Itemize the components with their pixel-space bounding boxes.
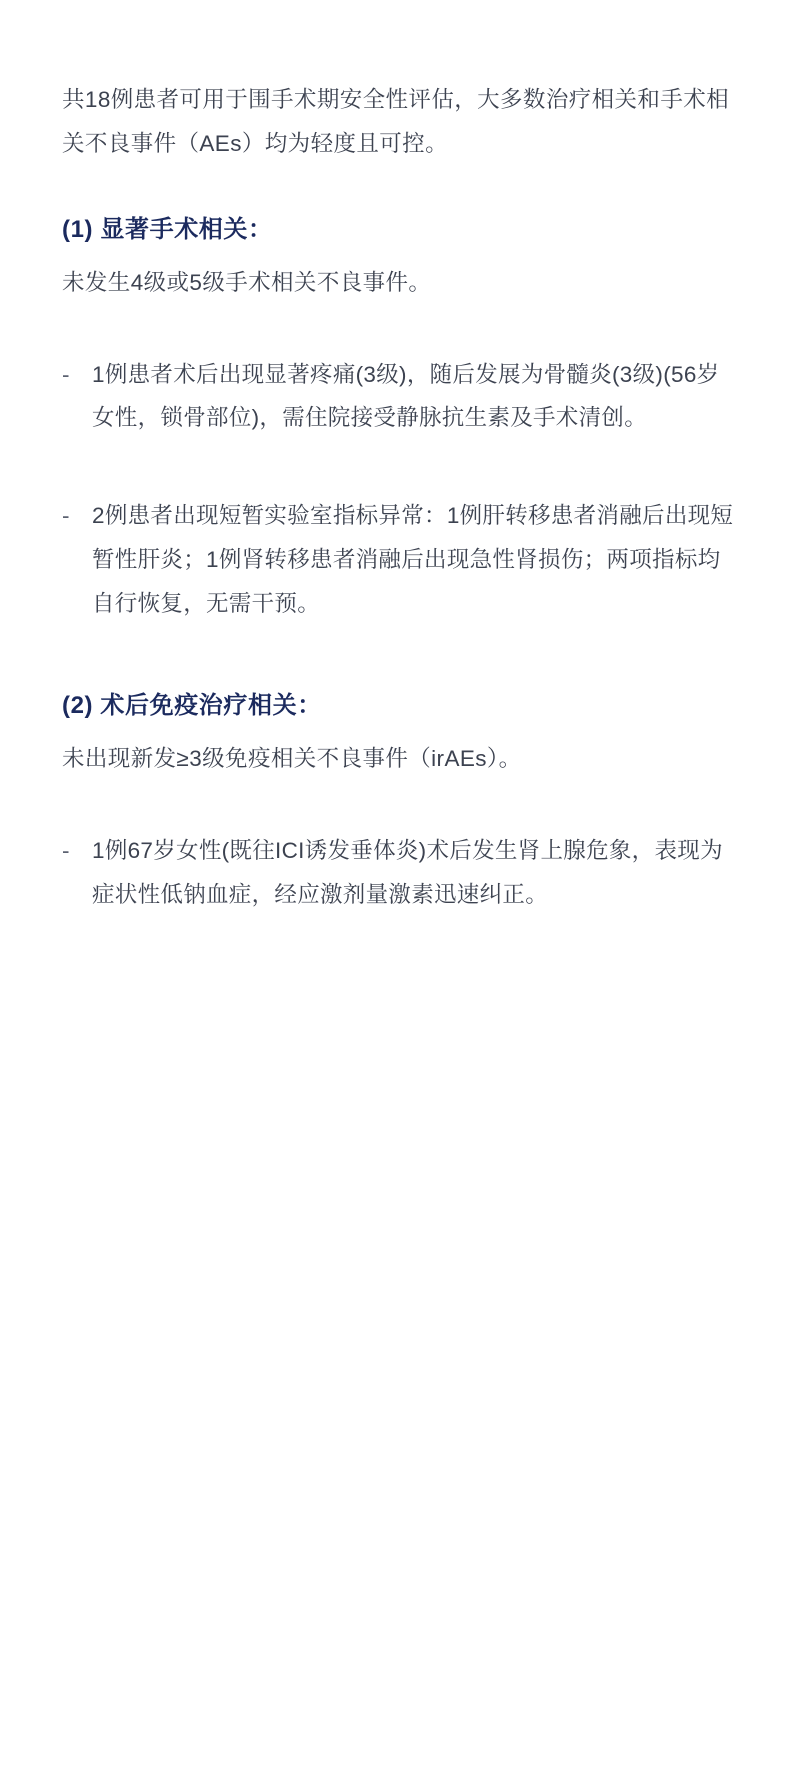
list-item-text: 2例患者出现短暂实验室指标异常：1例肝转移患者消融后出现短暂性肝炎；1例肾转移患者消融后出现急性肾损伤；两项指标均自行恢复，无需干预。: [92, 503, 734, 616]
list-item: [62, 829, 738, 917]
list-item: [62, 353, 738, 441]
section-heading: (2) 术后免疫治疗相关：: [62, 691, 322, 719]
section-subtext: 未出现新发≥3级免疫相关不良事件（irAEs）。: [62, 745, 522, 771]
list-item: [62, 494, 738, 626]
section-heading: (1) 显著手术相关：: [62, 215, 273, 243]
bullet-dash-icon: -: [62, 837, 70, 863]
bullet-dash-icon: -: [62, 361, 70, 387]
list-item-text: 1例患者术后出现显著疼痛(3级)，随后发展为骨髓炎(3级)(56岁女性，锁骨部位)，需住院接受静脉抗生素及手术清创。: [92, 361, 720, 431]
list-item-text: 1例67岁女性(既往ICI诱发垂体炎)术后发生肾上腺危象，表现为症状性低钠血症，经应激剂量激素迅速纠正。: [92, 837, 723, 907]
intro-paragraph: 共18例患者可用于围手术期安全性评估，大多数治疗相关和手术相关不良事件（AEs）均为轻度且可控。: [62, 87, 730, 156]
section-subtext: 未发生4级或5级手术相关不良事件。: [62, 269, 432, 295]
section-immunotherapy-related: [62, 688, 738, 917]
bullet-list: [62, 829, 738, 917]
section-surgery-related: [62, 212, 738, 626]
bullet-list: [62, 353, 738, 626]
bullet-dash-icon: -: [62, 503, 70, 529]
